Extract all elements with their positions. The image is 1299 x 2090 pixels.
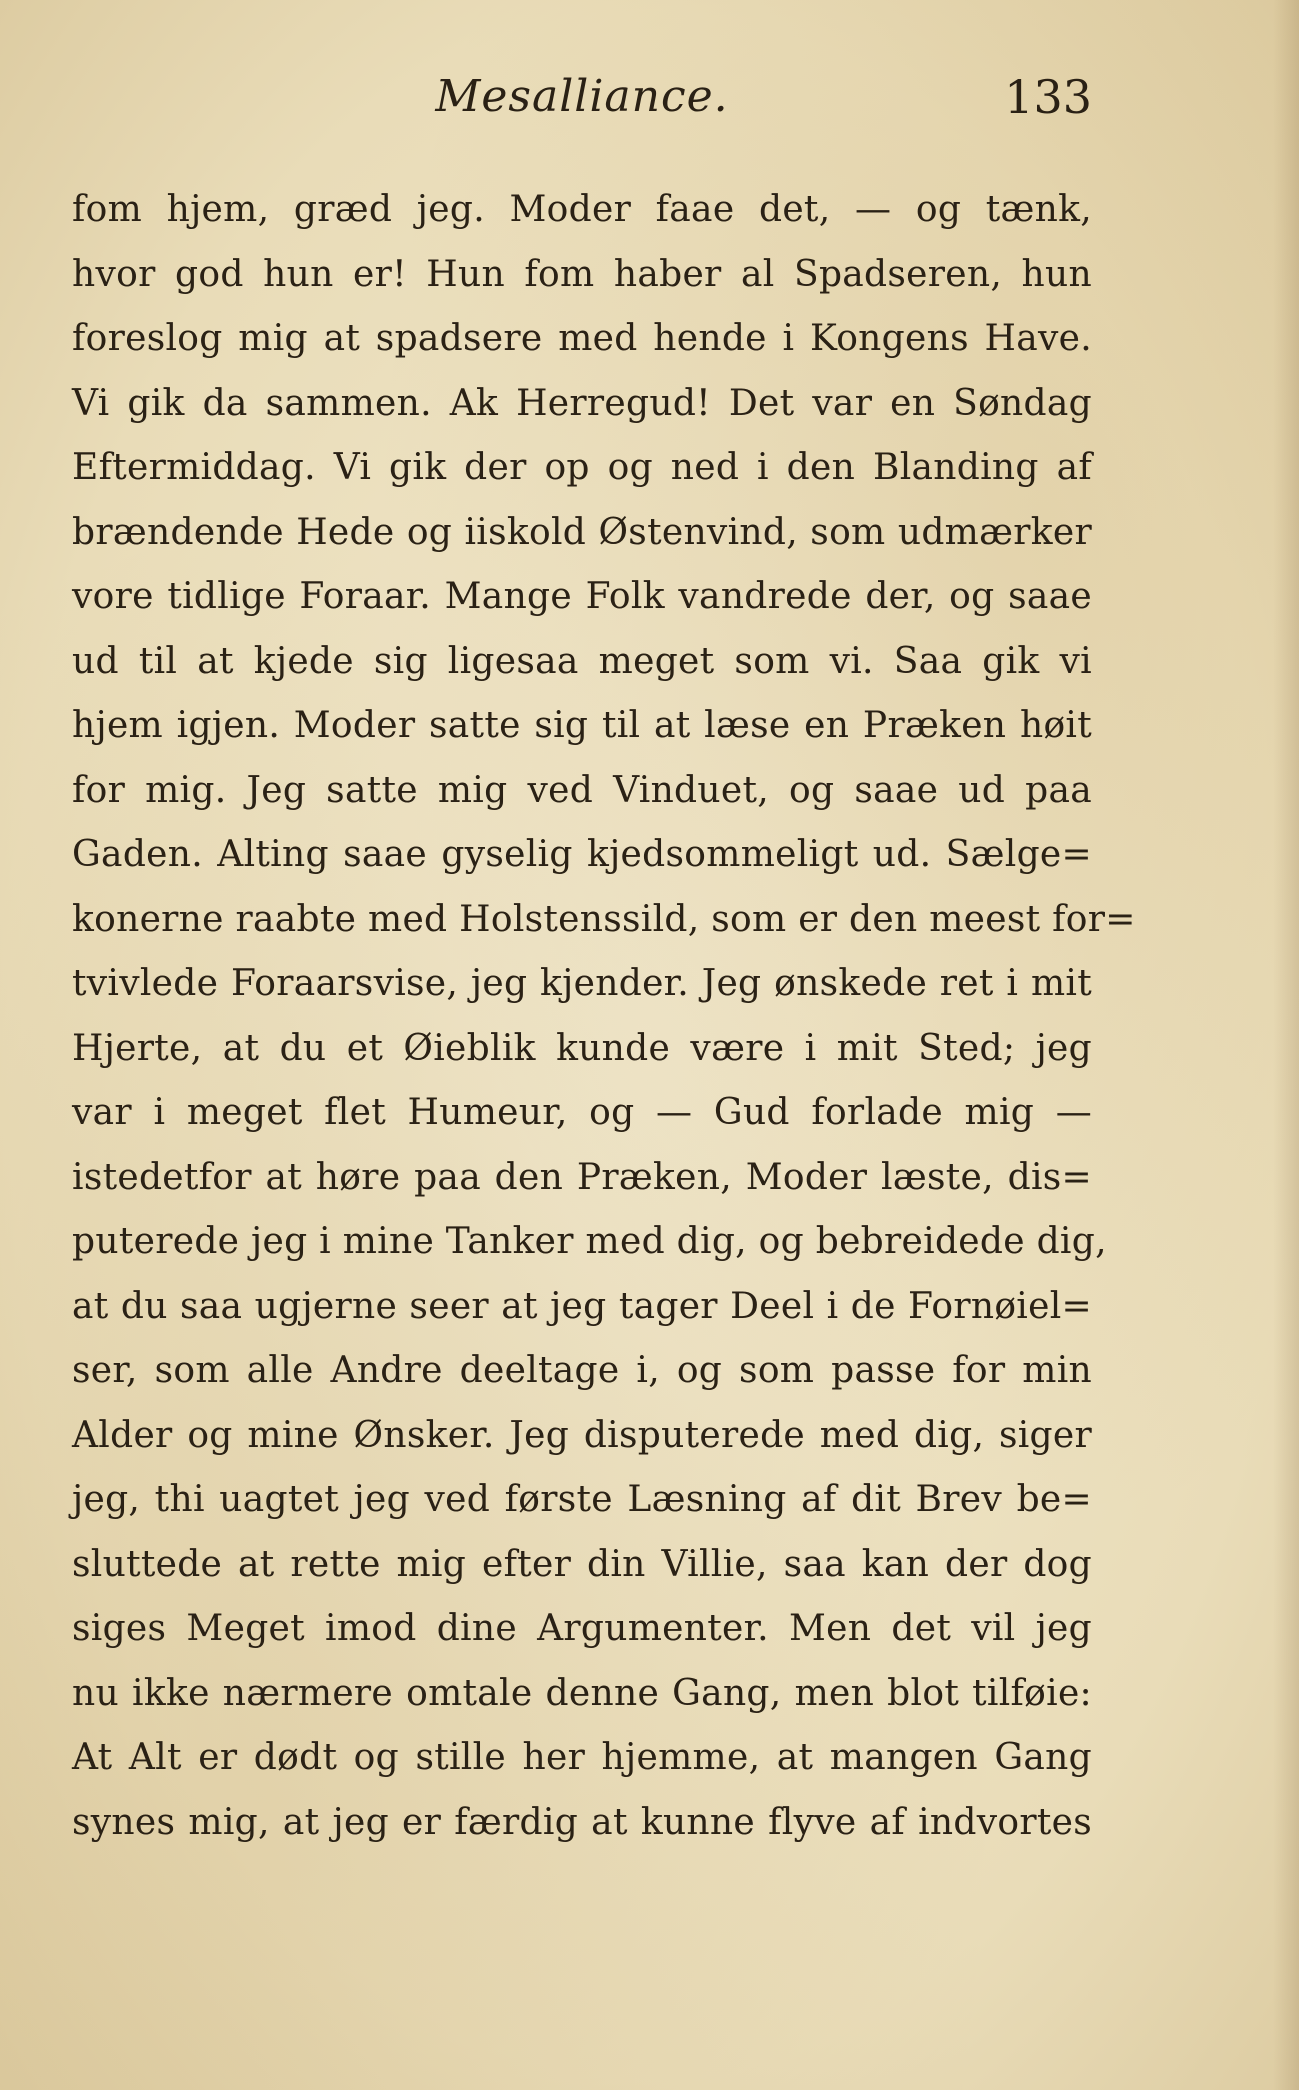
text-line: sluttede at rette mig efter din Villie, saa kan der dog xyxy=(72,1543,1092,1585)
text-line: synes mig, at jeg er færdig at kunne flyve af indvortes xyxy=(72,1801,1092,1843)
text-line: at du saa ugjerne seer at jeg tager Deel i de Fornøiel= xyxy=(72,1285,1092,1327)
text-line: ud til at kjede sig ligesaa meget som vi. Saa gik vi xyxy=(72,640,1092,682)
text-line: fom hjem, græd jeg. Moder faae det, — og tænk, xyxy=(72,189,1092,230)
text-line: At Alt er dødt og stille her hjemme, at mangen Gang xyxy=(72,1737,1092,1778)
text-line: Hjerte, at du et Øieblik kunde være i mit Sted; jeg xyxy=(72,1027,1092,1069)
text-line: puterede jeg i mine Tanker med dig, og bebreidede dig, xyxy=(72,1221,1107,1262)
text-line: vore tidlige Foraar. Mange Folk vandrede der, og saae xyxy=(72,576,1092,617)
text-line: Eftermiddag. Vi gik der op og ned i den Blanding af xyxy=(72,447,1092,488)
text-line: for mig. Jeg satte mig ved Vinduet, og saae ud paa xyxy=(72,769,1092,811)
page-number: 133 xyxy=(1004,70,1092,124)
text-line: tvivlede Foraarsvise, jeg kjender. Jeg ønskede ret i mit xyxy=(72,963,1092,1004)
text-line: foreslog mig at spadsere med hende i Kongens Have. xyxy=(72,318,1092,359)
page-edge-shadow xyxy=(1273,0,1299,2090)
text-line: hjem igjen. Moder satte sig til at læse en Præken høit xyxy=(72,705,1092,746)
text-line: var i meget flet Humeur, og — Gud forlade mig — xyxy=(72,1092,1092,1133)
page-header xyxy=(72,62,1092,132)
body-text xyxy=(72,178,1136,1855)
text-line: Alder og mine Ønsker. Jeg disputerede med dig, siger xyxy=(72,1414,1092,1456)
running-title: Mesalliance. xyxy=(435,71,729,122)
text-line: siges Meget imod dine Argumenter. Men det vil jeg xyxy=(72,1608,1092,1649)
text-line: hvor god hun er! Hun fom haber al Spadseren, hun xyxy=(72,253,1092,295)
text-line: Gaden. Alting saae gyselig kjedsommeligt ud. Sælge= xyxy=(72,834,1092,875)
text-line: konerne raabte med Holstenssild, som er den meest for= xyxy=(72,898,1136,940)
text-line: ser, som alle Andre deeltage i, og som passe for min xyxy=(72,1350,1092,1391)
text-line: istedetfor at høre paa den Præken, Moder læste, dis= xyxy=(72,1156,1092,1198)
text-line: jeg, thi uagtet jeg ved første Læsning af dit Brev be= xyxy=(72,1479,1092,1520)
text-line: brændende Hede og iiskold Østenvind, som udmærker xyxy=(72,511,1092,553)
text-line: nu ikke nærmere omtale denne Gang, men blot tilføie: xyxy=(72,1672,1092,1714)
text-line: Vi gik da sammen. Ak Herregud! Det var en Søndag xyxy=(72,382,1092,424)
